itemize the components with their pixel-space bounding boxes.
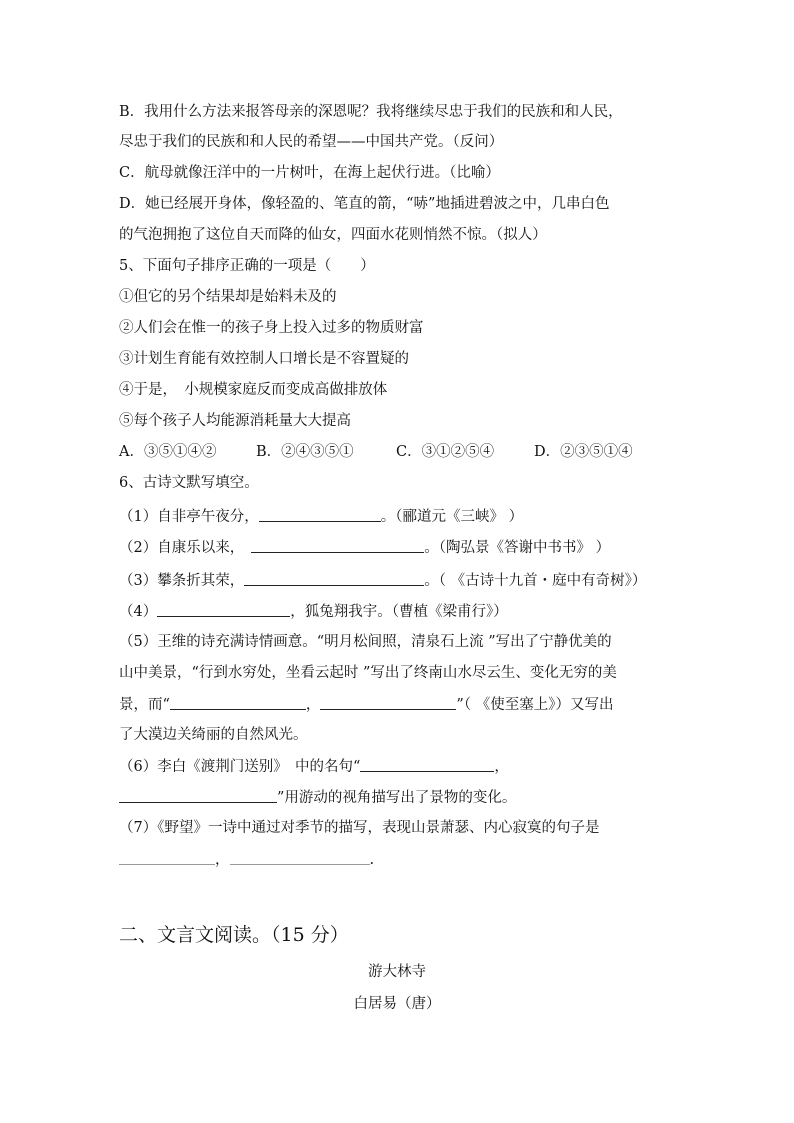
q5-item-3: ③计划生育能有效控制人口增长是不容置疑的 xyxy=(119,351,409,367)
q5-question: 5、下面句子排序正确的一项是（ ） xyxy=(119,258,375,274)
section2-heading: 二、文言文阅读。（15 分） xyxy=(119,924,349,946)
q5-answer-d: D．②③⑤①④ xyxy=(534,444,633,460)
q5-item-2: ②人们会在惟一的孩子身上投入过多的物质财富 xyxy=(119,320,424,336)
q4-option-d-line1: D．她已经展开身体，像轻盈的、笔直的箭，“哧”地插进碧波之中，几串白色 xyxy=(119,196,610,212)
q6-l3-post: 。（ 《古诗十九首・庭中有奇树》） xyxy=(424,573,647,589)
q5-answer-a: A．③⑤①④② xyxy=(119,444,217,460)
poem-title: 游大林寺 xyxy=(368,964,426,980)
q6-l1-pre: （1）自非亭午夜分， xyxy=(119,509,259,525)
q6-blank-5b[interactable] xyxy=(320,694,456,710)
q5-item-5: ⑤每个孩子人均能源消耗量大大提高 xyxy=(119,413,351,429)
q6-l5-line3 xyxy=(119,694,613,715)
q4-option-b-line1: B．我用什么方法来报答母亲的深恩呢？我将继续尽忠于我们的民族和和人民， xyxy=(119,104,623,120)
q6-l6-line2 xyxy=(119,787,516,808)
q6-blank-3[interactable] xyxy=(244,570,424,586)
q6-l4-pre: （4） xyxy=(119,604,158,620)
q6-line-3 xyxy=(119,570,646,591)
q6-question: 6、古诗文默写填空。 xyxy=(119,475,259,491)
q6-l4-post: ，狐兔翔我宇。（曹植《梁甫行》） xyxy=(290,604,508,620)
q4-option-c: C．航母就像汪洋中的一片树叶，在海上起伏行进。（比喻） xyxy=(119,165,500,181)
q6-l5-line3-mid: ， xyxy=(305,697,321,713)
q5-item-1: ①但它的另个结果却是始料未及的 xyxy=(119,289,337,305)
q6-l6-line1 xyxy=(119,756,509,777)
q6-blank-6a[interactable] xyxy=(360,756,494,772)
q6-l6-line1-post: ， xyxy=(494,759,509,775)
q6-blank-4[interactable] xyxy=(157,601,290,617)
q6-l2-post: 。（陶弘景《答谢中书书》 ） xyxy=(424,540,611,556)
q6-l7-line2 xyxy=(119,849,374,870)
poem-author: 白居易（唐） xyxy=(353,996,441,1012)
q6-blank-2[interactable] xyxy=(251,537,424,553)
q4-option-b-line2: 尽忠于我们的民族和和人民的希望——中国共产党。（反问） xyxy=(119,134,504,150)
q5-answer-c: C．③①②⑤④ xyxy=(396,444,495,460)
q5-answer-b: B．②④③⑤① xyxy=(256,444,354,460)
q6-blank-7a[interactable] xyxy=(119,849,215,865)
q5-item-4: ④于是， 小规模家庭反而变成高做排放体 xyxy=(119,382,388,398)
q6-l5-line1: （5）王维的诗充满诗情画意。“明月松间照，清泉石上流 ”写出了宁静优美的 xyxy=(119,634,612,650)
q5-answers xyxy=(119,442,633,462)
q6-blank-5a[interactable] xyxy=(170,694,306,710)
q6-blank-1[interactable] xyxy=(259,506,381,522)
q6-l6-line1-pre: （6）李白《渡荆门送别》 中的名句“ xyxy=(119,759,361,775)
q6-blank-7b[interactable] xyxy=(230,849,370,865)
q6-l2-pre: （2）自康乐以来， xyxy=(119,540,245,556)
q6-l5-line3-pre: 景，而“ xyxy=(119,697,170,713)
q6-l5-line4: 了大漠边关绮丽的自然风光。 xyxy=(119,727,308,743)
q6-l7-line1: （7）《野望》一诗中通过对季节的描写，表现山景萧瑟、内心寂寞的句子是 xyxy=(119,820,600,836)
q6-line-2 xyxy=(119,537,610,558)
q6-l3-pre: （3）攀条折其荣， xyxy=(119,573,245,589)
q6-l6-line2-post: ”用游动的视角描写出了景物的变化。 xyxy=(277,790,517,806)
q6-line-4 xyxy=(119,601,508,622)
q6-l7-sep: ， xyxy=(215,852,230,868)
q6-l5-line3-post: ”（ 《使至塞上》）又写出 xyxy=(456,697,614,713)
q6-l1-post: 。（郦道元《三峡》 ） xyxy=(380,509,524,525)
q6-line-1 xyxy=(119,506,523,527)
q6-l7-end: . xyxy=(369,852,375,868)
q6-l5-line2: 山中美景，“行到水穷处，坐看云起时 ”写出了终南山水尽云生、变化无穷的美 xyxy=(119,665,617,681)
q4-option-d-line2: 的气泡拥抱了这位自天而降的仙女，四面水花则悄然不惊。（拟人） xyxy=(119,227,547,243)
q6-blank-6b[interactable] xyxy=(119,787,277,803)
